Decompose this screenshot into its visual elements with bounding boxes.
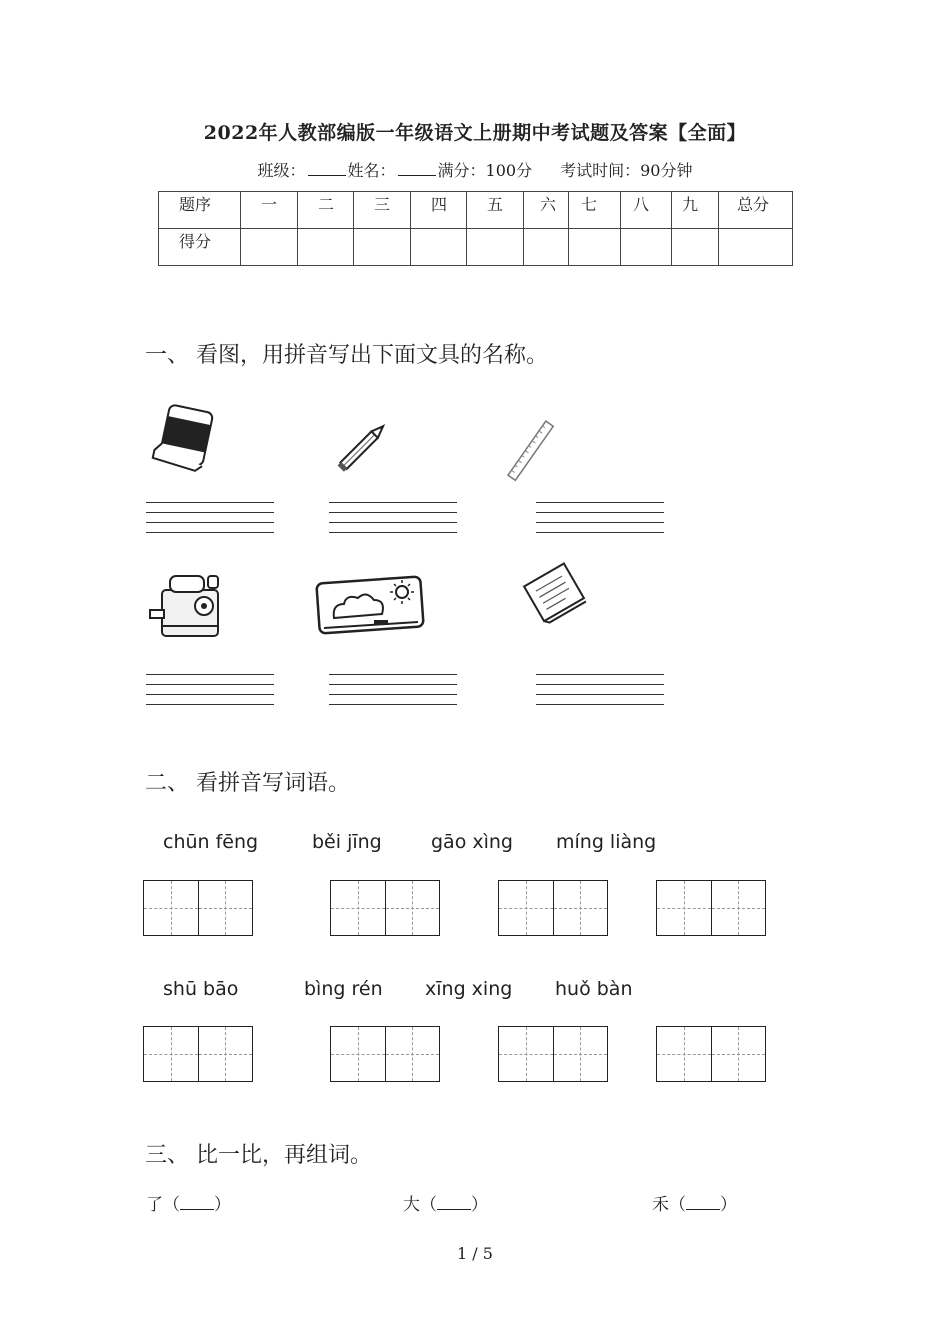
compare-close: ） bbox=[214, 1195, 231, 1215]
score-cell[interactable] bbox=[241, 229, 298, 266]
compare-item bbox=[652, 1190, 737, 1215]
pinyin-prompt: huǒ bàn bbox=[555, 978, 633, 1000]
compare-close: ） bbox=[471, 1195, 488, 1215]
answer-blank[interactable] bbox=[437, 1195, 471, 1210]
table-cell: 一 bbox=[241, 192, 298, 229]
pinyin-writing-lines[interactable] bbox=[536, 502, 664, 542]
section2-heading: 二、 看拼音写词语。 bbox=[145, 771, 350, 796]
table-cell: 二 bbox=[298, 192, 354, 229]
score-cell[interactable] bbox=[411, 229, 467, 266]
ruler-icon bbox=[502, 418, 560, 484]
pinyin-prompt: shū bāo bbox=[163, 978, 239, 1000]
class-blank[interactable] bbox=[308, 161, 346, 176]
compare-item bbox=[146, 1190, 231, 1215]
character-grid[interactable] bbox=[498, 880, 608, 936]
answer-blank[interactable] bbox=[180, 1195, 214, 1210]
table-header-row bbox=[159, 192, 793, 229]
pinyin-writing-lines[interactable] bbox=[329, 502, 457, 542]
pinyin-writing-lines[interactable] bbox=[329, 674, 457, 714]
pinyin-prompt: míng liàng bbox=[556, 831, 657, 853]
character-grid[interactable] bbox=[656, 880, 766, 936]
section1-heading: 一、 看图，用拼音写出下面文具的名称。 bbox=[145, 343, 548, 368]
eraser-icon bbox=[150, 398, 220, 474]
pinyin-prompt: běi jīng bbox=[312, 831, 382, 853]
score-cell[interactable] bbox=[354, 229, 411, 266]
pinyin-prompt: bìng rén bbox=[304, 978, 383, 1000]
pencil-sharpener-icon bbox=[144, 570, 224, 642]
table-score-row bbox=[159, 229, 793, 266]
score-cell[interactable] bbox=[569, 229, 621, 266]
score-table bbox=[158, 191, 793, 266]
exam-time: 考试时间：90分钟 bbox=[560, 161, 693, 180]
page-title: 2022年人教部编版一年级语文上册期中考试题及答案【全面】 bbox=[203, 122, 747, 144]
pencil-icon bbox=[330, 414, 396, 480]
compare-char: 了（ bbox=[146, 1195, 180, 1215]
page-number: 1 / 5 bbox=[457, 1244, 493, 1263]
character-grid[interactable] bbox=[330, 880, 440, 936]
compare-item bbox=[403, 1190, 488, 1215]
table-cell: 三 bbox=[354, 192, 411, 229]
table-cell: 九 bbox=[672, 192, 719, 229]
answer-blank[interactable] bbox=[686, 1195, 720, 1210]
table-cell: 六 bbox=[524, 192, 569, 229]
table-cell: 七 bbox=[569, 192, 621, 229]
notebook-icon bbox=[518, 562, 592, 626]
score-cell[interactable] bbox=[467, 229, 524, 266]
character-grid[interactable] bbox=[143, 1026, 253, 1082]
name-blank[interactable] bbox=[398, 161, 436, 176]
full-score: 满分：100分 bbox=[437, 161, 533, 180]
compare-close: ） bbox=[720, 1195, 737, 1215]
section3-heading: 三、 比一比，再组词。 bbox=[145, 1143, 372, 1168]
name-label: 姓名： bbox=[347, 161, 396, 180]
character-grid[interactable] bbox=[330, 1026, 440, 1082]
pencil-case-icon bbox=[314, 574, 426, 636]
table-cell: 五 bbox=[467, 192, 524, 229]
exam-info bbox=[0, 158, 950, 181]
pinyin-writing-lines[interactable] bbox=[146, 674, 274, 714]
table-cell: 四 bbox=[411, 192, 467, 229]
compare-char: 大（ bbox=[403, 1195, 437, 1215]
table-cell: 题序 bbox=[159, 192, 241, 229]
class-label: 班级： bbox=[257, 161, 306, 180]
score-cell[interactable] bbox=[298, 229, 354, 266]
pinyin-prompt: gāo xìng bbox=[431, 831, 513, 853]
pinyin-writing-lines[interactable] bbox=[146, 502, 274, 542]
score-cell[interactable] bbox=[524, 229, 569, 266]
character-grid[interactable] bbox=[656, 1026, 766, 1082]
table-cell: 八 bbox=[621, 192, 672, 229]
compare-char: 禾（ bbox=[652, 1195, 686, 1215]
table-cell: 得分 bbox=[159, 229, 241, 266]
pinyin-prompt: xīng xing bbox=[425, 978, 513, 1000]
pinyin-writing-lines[interactable] bbox=[536, 674, 664, 714]
pinyin-prompt: chūn fēng bbox=[163, 831, 259, 853]
score-cell[interactable] bbox=[719, 229, 793, 266]
table-cell: 总分 bbox=[719, 192, 793, 229]
character-grid[interactable] bbox=[143, 880, 253, 936]
score-cell[interactable] bbox=[672, 229, 719, 266]
character-grid[interactable] bbox=[498, 1026, 608, 1082]
score-cell[interactable] bbox=[621, 229, 672, 266]
